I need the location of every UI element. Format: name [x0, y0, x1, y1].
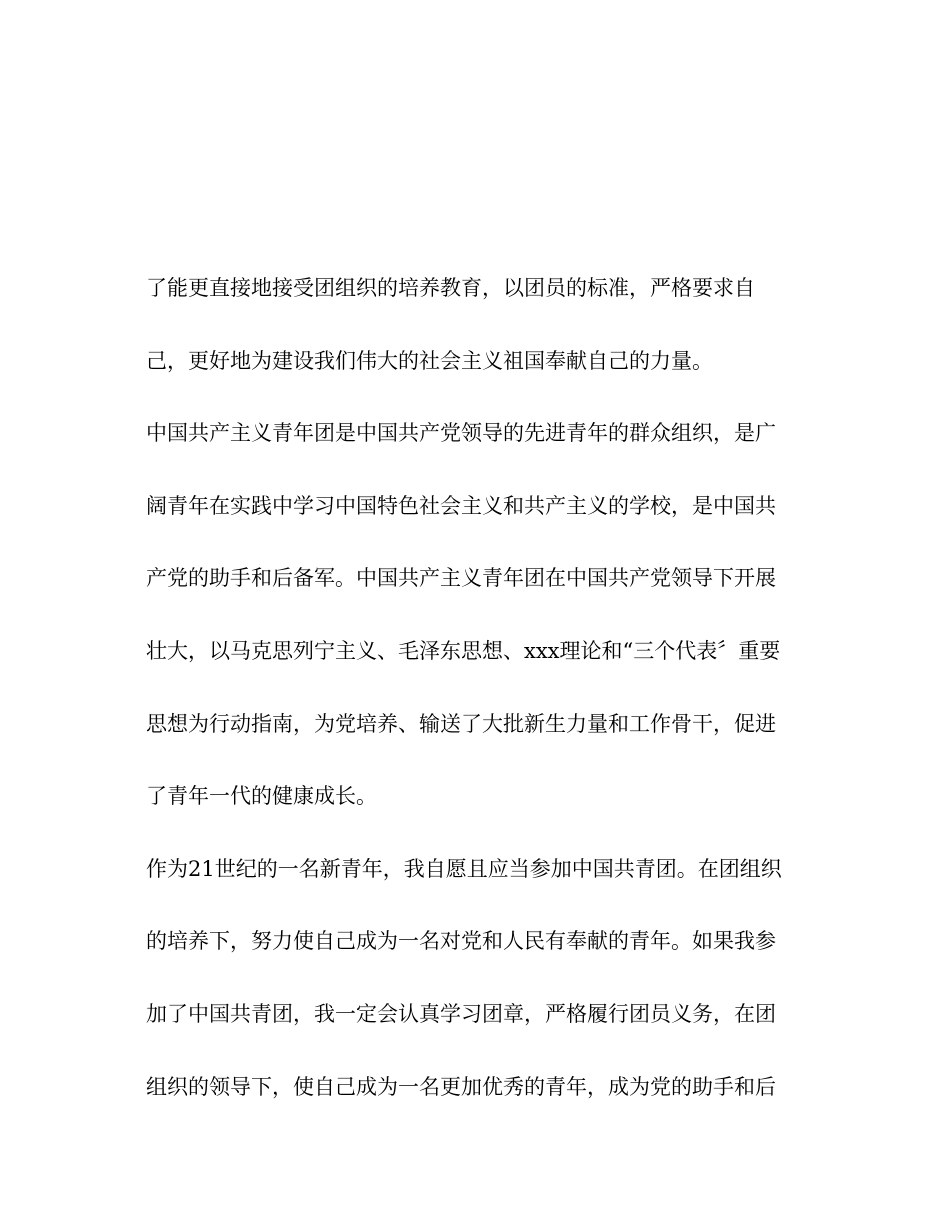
- text-line: 组织的领导下，使自己成为一名更加优秀的青年，成为党的助手和后: [146, 1074, 776, 1099]
- text-line: 己，更好地为建设我们伟大的社会主义祖国奉献自己的力量。: [146, 348, 713, 373]
- text-line: 加了中国共青团，我一定会认真学习团章，严格履行团员义务，在团: [146, 1001, 776, 1026]
- text-line: 作为21世纪的一名新青年，我自愿且应当参加中国共青团。在团组织: [146, 856, 782, 881]
- body-text: [146, 270, 811, 1141]
- text-line: 阔青年在实践中学习中国特色社会主义和共产主义的学校，是中国共: [146, 493, 776, 518]
- text-line: 了能更直接地接受团组织的培养教育，以团员的标准，严格要求自: [146, 276, 755, 300]
- text-line: 壮大，以马克思列宁主义、毛泽东思想、xxx理论和“三个代表〞重要: [146, 638, 781, 663]
- text-line: 的培养下，努力使自己成为一名对党和人民有奉献的青年。如果我参: [146, 929, 776, 954]
- text-line: 中国共产主义青年团是中国共产党领导的先进青年的群众组织，是广: [146, 421, 776, 446]
- text-line: 产党的助手和后备军。中国共产主义青年团在中国共产党领导下开展: [146, 566, 776, 591]
- text-line: 思想为行动指南，为党培养、输送了大批新生力量和工作骨干，促进: [146, 711, 776, 736]
- text-line: 了青年一代的健康成长。: [146, 784, 377, 809]
